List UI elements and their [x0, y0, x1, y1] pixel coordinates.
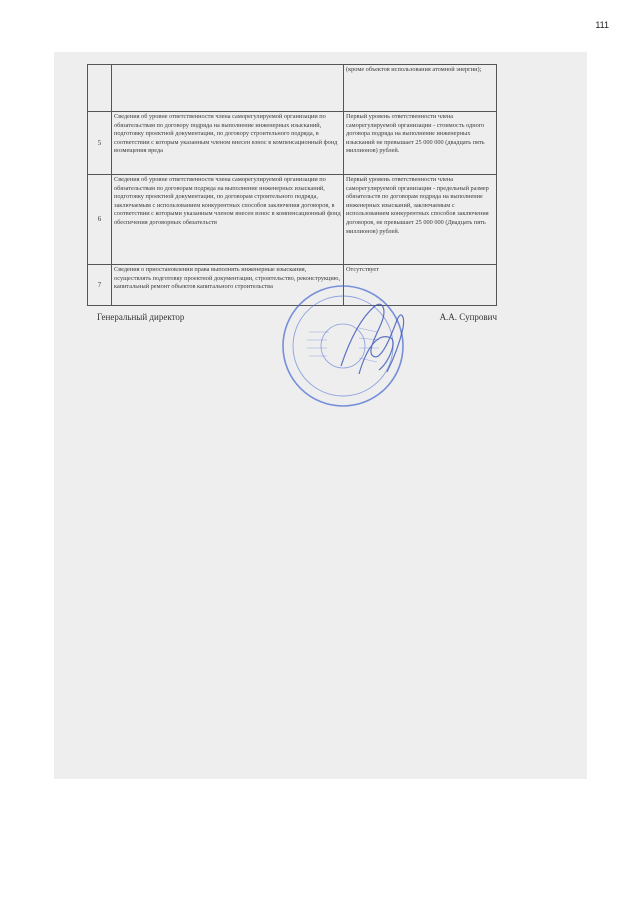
- signatory-title: Генеральный директор: [97, 312, 185, 322]
- seal-stamp: [283, 286, 403, 406]
- row-description: Сведения об уровне ответственности члена саморегулируемой организации по обязательствам по договору подряда на выполнение инженерных изысканий, подготовку проектной документации, по договору строительного подряда, в соответствии с которым указанным членом внесен взнос в компенсационный фонд возмещения вреда: [112, 112, 344, 175]
- info-table: [87, 64, 497, 306]
- row-value: Первый уровень ответственности члена саморегулируемой организации - предельный размер обязательств по договорам подряда на выполнение инженерных изысканий, заключаемым с использованием конкурентных способов заключения договоров, не превышает 25 000 000 (Двадцать пять миллионов) рублей.: [344, 175, 497, 265]
- row-value: Отсутствует: [344, 265, 497, 306]
- row-number: [88, 65, 112, 112]
- row-number: 6: [88, 175, 112, 265]
- row-value: (кроме объектов использования атомной энергии);: [344, 65, 497, 112]
- seal-and-signature: [263, 276, 443, 446]
- page-number: 111: [595, 20, 609, 30]
- row-description: [112, 65, 344, 112]
- table-row: [88, 112, 497, 175]
- row-number: 5: [88, 112, 112, 175]
- row-description: Сведения о приостановлении права выполнять инженерные изыскания, осуществлять подготовку проектной документации, строительство, реконструкцию, капитальный ремонт объектов капитального строительства: [112, 265, 344, 306]
- table-row: [88, 175, 497, 265]
- signatory-name: А.А. Супрович: [439, 312, 497, 322]
- table-row: [88, 65, 497, 112]
- row-description: Сведения об уровне ответственности члена саморегулируемой организации по обязательствам по договорам подряда на выполнение инженерных изысканий, подготовку проектной документации, по договорам строительного подряда, заключаемым с использованием конкурентных способов заключения договоров, в соответствии с которыми указанным членом внесен взнос в компенсационный фонд обеспечения договорных обязательств: [112, 175, 344, 265]
- row-number: 7: [88, 265, 112, 306]
- row-value: Первый уровень ответственности члена саморегулируемой организации - стоимость одного договора подряда на выполнение инженерных изысканий не превышает 25 000 000 (двадцать пять миллионов) рублей.: [344, 112, 497, 175]
